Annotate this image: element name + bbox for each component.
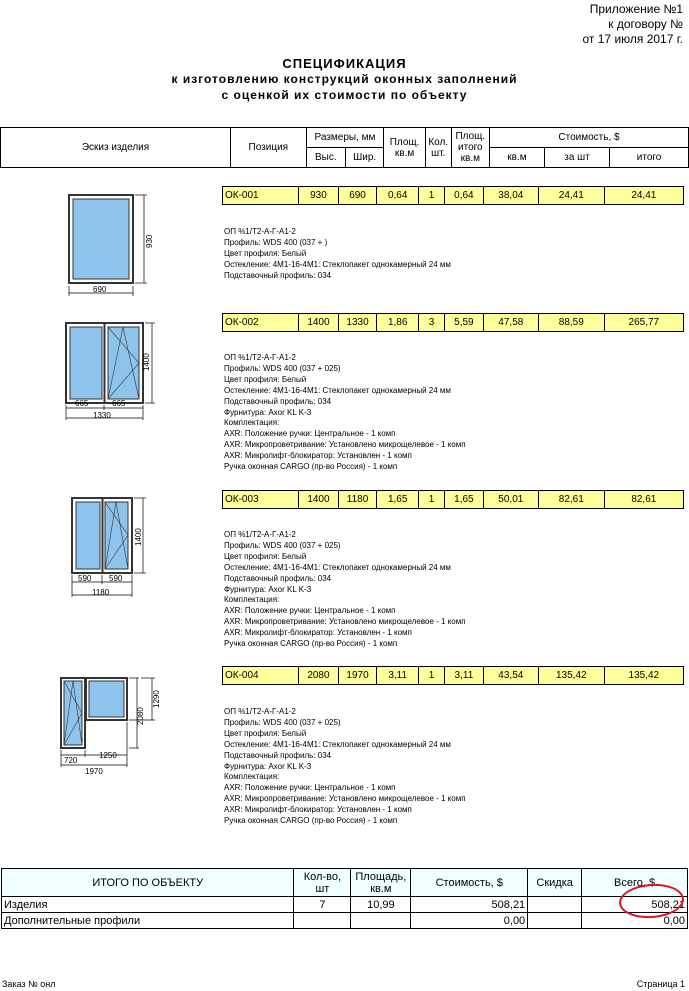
item-height: 1400	[299, 314, 339, 332]
desc-line: Подставочный профиль: 034	[224, 750, 332, 760]
item-cost-total: 82,61	[604, 491, 683, 509]
footer-page: Страница 1	[636, 979, 685, 989]
table-row	[2, 897, 688, 913]
item-width: 1180	[338, 491, 377, 509]
desc-line: AXR: Микропроветривание: Установлено микрощелевое - 1 комп	[224, 794, 466, 804]
desc-line: Остекление: 4М1-16-4М1: Стеклопакет однокамерный 24 мм	[224, 385, 451, 395]
dim-width-label: 1970	[85, 767, 103, 776]
item-row-2	[222, 313, 684, 332]
document-subtitle-2: с оценкой их стоимости по объекту	[221, 88, 468, 102]
item-description-3	[224, 530, 466, 650]
dim-height-label: 1400	[134, 528, 143, 546]
item-area-total: 5,59	[445, 314, 484, 332]
dim-height-label: 930	[145, 234, 154, 248]
appendix-line2: к договору №	[608, 17, 683, 31]
item-description-4	[224, 707, 466, 827]
document-subtitle-1: к изготовлению конструкций оконных заполнений	[171, 72, 518, 86]
col-per-piece: за шт	[544, 148, 609, 168]
desc-line: AXR: Микролифт-блокиратор: Установлен - 1 комп	[224, 805, 412, 815]
item-area-total: 0,64	[445, 187, 484, 205]
item-position: ОК-004	[223, 667, 299, 685]
item-area: 1,65	[377, 491, 419, 509]
desc-line: Ручка оконная CARGO (пр-во Россия) - 1 комп	[224, 462, 398, 472]
window-sketch-2	[55, 316, 165, 428]
desc-line: Фурнитура: Axor KL K-3	[224, 407, 312, 417]
col-qty: Кол. шт.	[425, 128, 451, 168]
desc-line: Ручка оконная CARGO (пр-во Россия) - 1 комп	[224, 816, 398, 826]
desc-line: Подставочный профиль: 034	[224, 573, 332, 583]
dim-right-width-label: 590	[109, 574, 123, 583]
totals-col-cost: Стоимость, $	[411, 869, 528, 897]
window-sketch-3	[62, 492, 162, 604]
item-width: 690	[338, 187, 377, 205]
desc-line: Подставочный профиль: 034	[224, 396, 332, 406]
row-label: Изделия	[2, 897, 294, 913]
item-height: 2080	[299, 667, 339, 685]
desc-line: Подставочный профиль: 034	[224, 270, 332, 280]
desc-line: Ручка оконная CARGO (пр-во Россия) - 1 комп	[224, 639, 398, 649]
desc-line: ОП %1/Т2-А-Г-А1-2	[224, 530, 296, 539]
desc-line: Комплектация:	[224, 418, 280, 428]
item-row-3	[222, 490, 684, 509]
totals-col-qty: Кол-во, шт	[294, 869, 351, 897]
item-cost-piece: 82,61	[538, 491, 604, 509]
item-position: ОК-002	[223, 314, 299, 332]
col-position: Позиция	[231, 128, 307, 168]
col-area-total: Площ. итого кв.м	[451, 128, 489, 168]
desc-line: Цвет профиля: Белый	[224, 248, 307, 258]
desc-line: Цвет профиля: Белый	[224, 551, 307, 561]
item-cost-total: 265,77	[604, 314, 683, 332]
item-area-total: 3,11	[445, 667, 484, 685]
item-row-4	[222, 666, 684, 685]
desc-line: AXR: Положение ручки: Центральное - 1 комп	[224, 429, 396, 439]
item-description-1	[224, 227, 451, 282]
window-sketch-4	[55, 672, 165, 780]
item-area: 1,86	[377, 314, 419, 332]
dim-left-width-label: 590	[78, 574, 92, 583]
table-row	[2, 913, 688, 929]
dim-left-width-label: 665	[75, 399, 89, 408]
dim-width-label: 690	[93, 285, 107, 294]
item-height: 1400	[299, 491, 339, 509]
desc-line: AXR: Микропроветривание: Установлено микрощелевое - 1 комп	[224, 440, 466, 450]
dim-width-label: 1330	[93, 411, 111, 420]
row-qty: 7	[294, 897, 351, 913]
desc-line: Цвет профиля: Белый	[224, 374, 307, 384]
desc-line: Профиль: WDS 400 (037 + )	[224, 237, 328, 247]
column-header-table	[0, 127, 689, 168]
item-cost-piece: 24,41	[538, 187, 604, 205]
item-area: 3,11	[377, 667, 419, 685]
item-cost-sqm: 47,58	[483, 314, 538, 332]
col-sizes: Размеры, мм	[306, 128, 384, 148]
item-qty: 1	[419, 491, 445, 509]
item-cost-total: 24,41	[604, 187, 683, 205]
desc-line: Остекление: 4М1-16-4М1: Стеклопакет однокамерный 24 мм	[224, 562, 451, 572]
row-label: Дополнительные профили	[2, 913, 294, 929]
desc-line: Цвет профиля: Белый	[224, 728, 307, 738]
desc-line: Профиль: WDS 400 (037 + 025)	[224, 363, 341, 373]
appendix-line1: Приложение №1	[589, 2, 683, 16]
row-area	[351, 913, 411, 929]
desc-line: Комплектация:	[224, 595, 280, 605]
totals-col-area: Площадь, кв.м	[351, 869, 411, 897]
row-cost: 508,21	[411, 897, 528, 913]
item-row-1	[222, 186, 684, 205]
dim-height-label: 1400	[142, 353, 151, 371]
desc-line: Профиль: WDS 400 (037 + 025)	[224, 717, 341, 727]
window-sketch-1	[55, 188, 165, 300]
row-sum: 508,21	[582, 897, 688, 913]
col-sketch: Эскиз изделия	[1, 128, 231, 168]
col-cost: Стоимость, $	[489, 128, 688, 148]
item-description-2	[224, 353, 466, 473]
row-discount	[528, 897, 582, 913]
row-sum: 0,00	[582, 913, 688, 929]
footer-order: Заказ № онл	[2, 979, 56, 989]
totals-label: ИТОГО ПО ОБЪЕКТУ	[2, 869, 294, 897]
totals-table	[1, 868, 688, 929]
row-discount	[528, 913, 582, 929]
desc-line: Фурнитура: Axor KL K-3	[224, 584, 312, 594]
item-cost-piece: 88,59	[538, 314, 604, 332]
totals-col-sum: Всего, $	[582, 869, 688, 897]
col-per-sqm: кв.м	[489, 148, 544, 168]
dim-right-width-label: 665	[112, 399, 126, 408]
dim-upper-height-label: 1290	[152, 690, 161, 708]
dim-left-width-label: 720	[64, 756, 78, 765]
appendix-line3: от 17 июля 2017 г.	[582, 32, 683, 46]
col-height: Выс.	[306, 148, 345, 168]
desc-line: Профиль: WDS 400 (037 + 025)	[224, 540, 341, 550]
desc-line: ОП %1/Т2-А-Г-А1-2	[224, 353, 296, 362]
desc-line: AXR: Положение ручки: Центральное - 1 комп	[224, 783, 396, 793]
item-width: 1330	[338, 314, 377, 332]
dim-right-width-label: 1250	[99, 751, 117, 760]
item-area: 0,64	[377, 187, 419, 205]
desc-line: Остекление: 4М1-16-4М1: Стеклопакет однокамерный 24 мм	[224, 739, 451, 749]
item-cost-sqm: 38,04	[483, 187, 538, 205]
desc-line: AXR: Положение ручки: Центральное - 1 комп	[224, 606, 396, 616]
desc-line: Остекление: 4М1-16-4М1: Стеклопакет однокамерный 24 мм	[224, 259, 451, 269]
desc-line: Комплектация:	[224, 772, 280, 782]
item-cost-piece: 135,42	[538, 667, 604, 685]
item-qty: 1	[419, 187, 445, 205]
item-cost-sqm: 43,54	[483, 667, 538, 685]
dim-height-label: 2080	[136, 707, 145, 725]
item-cost-total: 135,42	[604, 667, 683, 685]
row-cost: 0,00	[411, 913, 528, 929]
row-qty	[294, 913, 351, 929]
item-qty: 1	[419, 667, 445, 685]
totals-col-discount: Скидка	[528, 869, 582, 897]
desc-line: AXR: Микропроветривание: Установлено микрощелевое - 1 комп	[224, 617, 466, 627]
desc-line: AXR: Микролифт-блокиратор: Установлен - 1 комп	[224, 451, 412, 461]
dim-width-label: 1180	[92, 588, 110, 597]
item-qty: 3	[419, 314, 445, 332]
col-area: Площ. кв.м	[384, 128, 425, 168]
item-cost-sqm: 50,01	[483, 491, 538, 509]
row-area: 10,99	[351, 897, 411, 913]
desc-line: AXR: Микролифт-блокиратор: Установлен - 1 комп	[224, 628, 412, 638]
desc-line: ОП %1/Т2-А-Г-А1-2	[224, 707, 296, 716]
item-area-total: 1,65	[445, 491, 484, 509]
document-title: СПЕЦИФИКАЦИЯ	[282, 56, 407, 71]
item-position: ОК-001	[223, 187, 299, 205]
item-height: 930	[299, 187, 339, 205]
item-width: 1970	[338, 667, 377, 685]
item-position: ОК-003	[223, 491, 299, 509]
col-total: итого	[610, 148, 689, 168]
desc-line: Фурнитура: Axor KL K-3	[224, 761, 312, 771]
desc-line: ОП %1/Т2-А-Г-А1-2	[224, 227, 296, 236]
col-width: Шир.	[346, 148, 384, 168]
appendix-header	[483, 2, 683, 47]
